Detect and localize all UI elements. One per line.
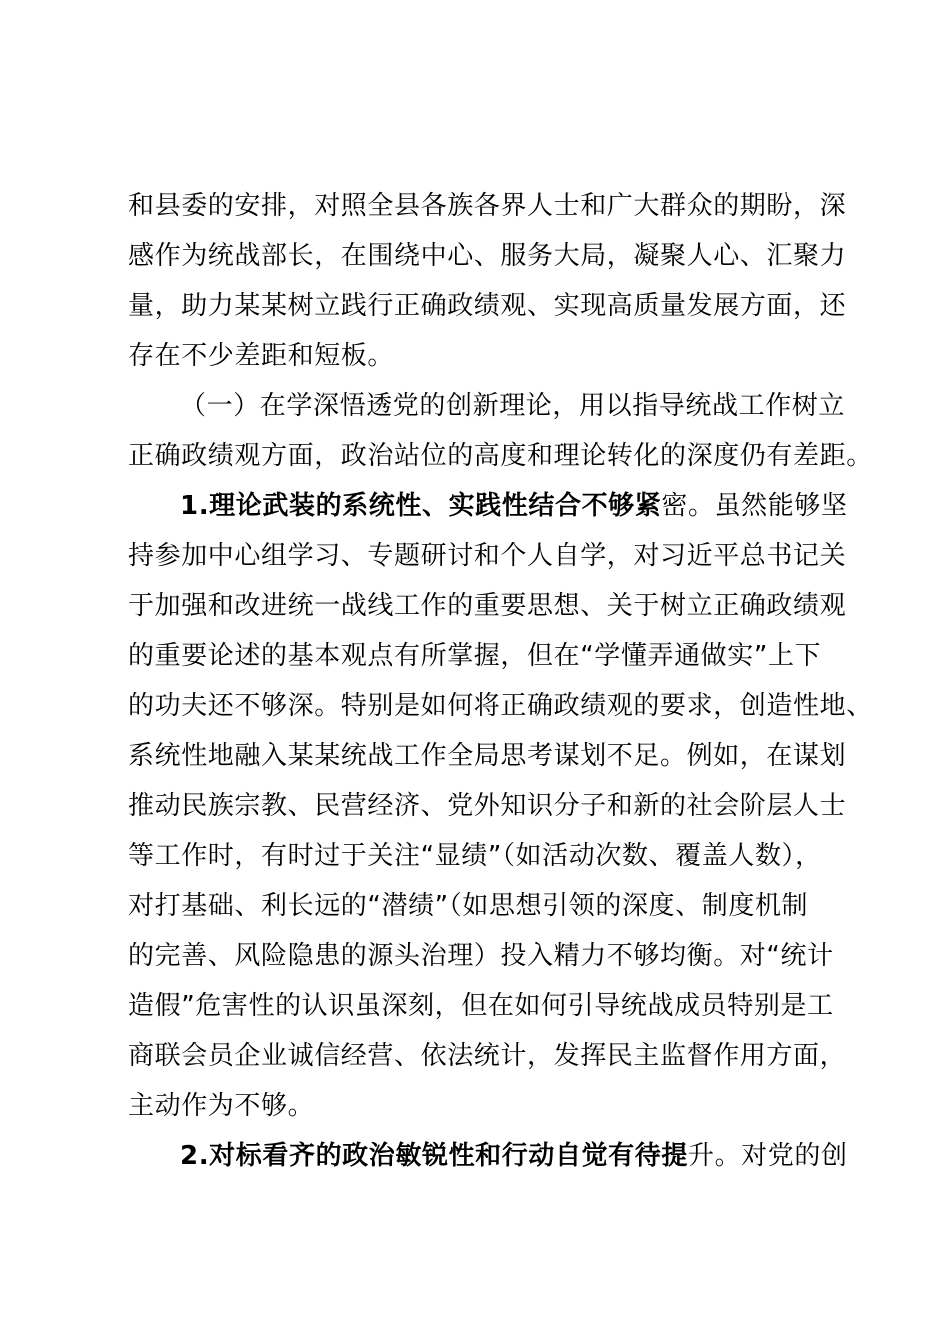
paragraph-line: 量，助力某某树立践行正确政绩观、实现高质量发展方面，还 [128, 291, 847, 321]
subheading-line [180, 486, 848, 526]
paragraph-line: 感作为统战部长，在围绕中心、服务大局，凝聚人心、汇聚力 [128, 241, 847, 271]
paragraph-line: 主动作为不够。 [128, 1091, 315, 1121]
paragraph-line: 的重要论述的基本观点有所掌握，但在“学懂弄通做实”上下 [128, 641, 822, 671]
paragraph-line: 持参加中心组学习、专题研讨和个人自学，对习近平总书记关 [128, 541, 847, 571]
paragraph-line: 造假”危害性的认识虽深刻，但在如何引导统战成员特别是工 [128, 991, 834, 1021]
paragraph-line: 的功夫还不够深。特别是如何将正确政绩观的要求，创造性地、 [128, 691, 873, 721]
subheading-normal-text: 密。虽然能够坚 [661, 491, 848, 521]
paragraph-line: 的完善、风险隐患的源头治理）投入精力不够均衡。对“统计 [128, 941, 834, 971]
paragraph-line: 商联会员企业诚信经营、依法统计，发挥民主监督作用方面， [128, 1041, 847, 1071]
subheading-bold-text: 1.理论武装的系统性、实践性结合不够紧 [180, 491, 662, 521]
paragraph-line: 对打基础、利长远的“潜绩”（如思想引领的深度、制度机制 [128, 891, 809, 921]
subheading-line [180, 1136, 848, 1176]
subheading-bold-text: 2.对标看齐的政治敏锐性和行动自觉有待提 [180, 1141, 688, 1171]
section-heading-line: （一）在学深悟透党的创新理论，用以指导统战工作树立 [180, 391, 846, 421]
paragraph-line: 于加强和改进统一战线工作的重要思想、关于树立正确政绩观 [128, 591, 847, 621]
section-heading-line: 正确政绩观方面，政治站位的高度和理论转化的深度仍有差距。 [128, 441, 873, 471]
paragraph-line: 和县委的安排，对照全县各族各界人士和广大群众的期盼，深 [128, 191, 847, 221]
paragraph-line: 推动民族宗教、民营经济、党外知识分子和新的社会阶层人士 [128, 791, 847, 821]
paragraph-line: 存在不少差距和短板。 [128, 341, 395, 371]
paragraph-line: 系统性地融入某某统战工作全局思考谋划不足。例如，在谋划 [128, 741, 847, 771]
subheading-normal-text: 升。对党的创 [687, 1141, 848, 1171]
paragraph-line: 等工作时，有时过于关注“显绩”（如活动次数、覆盖人数）， [128, 841, 822, 871]
